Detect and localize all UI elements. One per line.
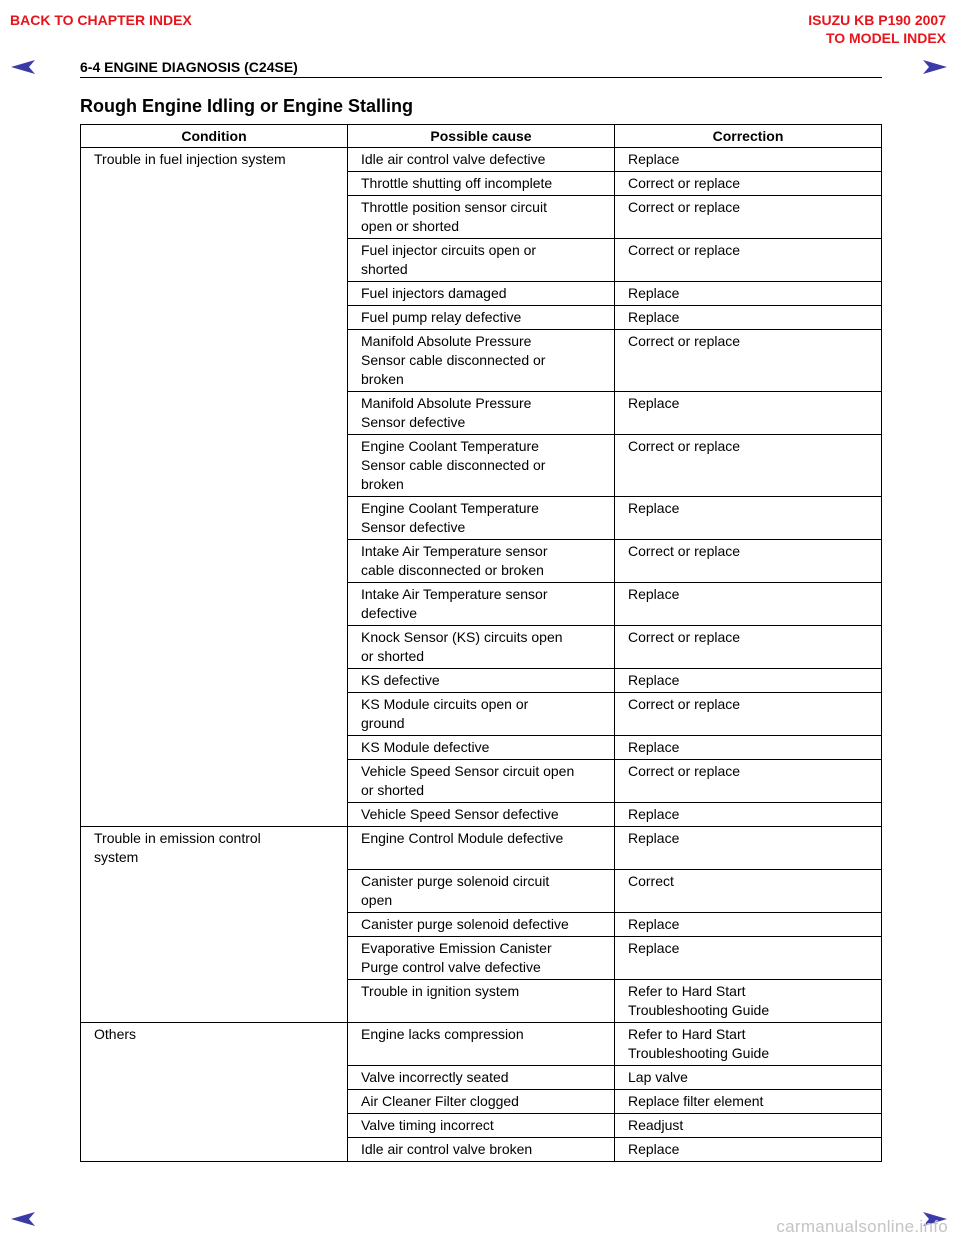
correction-cell: Correct: [615, 870, 882, 913]
correction-cell: Correct or replace: [615, 196, 882, 239]
possible-cause-cell: Evaporative Emission Canister Purge control valve defective: [348, 937, 615, 980]
next-page-arrow-icon[interactable]: [922, 59, 948, 75]
condition-cell: Trouble in emission control system: [81, 827, 348, 1023]
possible-cause-cell: Idle air control valve broken: [348, 1138, 615, 1162]
possible-cause-cell: Fuel injectors damaged: [348, 282, 615, 306]
correction-cell: Replace: [615, 583, 882, 626]
possible-cause-cell: Manifold Absolute Pressure Sensor defective: [348, 392, 615, 435]
possible-cause-cell: Knock Sensor (KS) circuits open or shorted: [348, 626, 615, 669]
possible-cause-cell: Throttle position sensor circuit open or shorted: [348, 196, 615, 239]
correction-cell: Replace filter element: [615, 1090, 882, 1114]
correction-cell: Readjust: [615, 1114, 882, 1138]
diagnosis-table: [80, 124, 882, 1162]
possible-cause-cell: Manifold Absolute Pressure Sensor cable disconnected or broken: [348, 330, 615, 392]
correction-cell: Refer to Hard Start Troubleshooting Guide: [615, 1023, 882, 1066]
header-divider: [80, 77, 882, 78]
column-header-possible-cause: Possible cause: [348, 125, 615, 148]
prev-page-arrow-icon[interactable]: [10, 59, 36, 75]
possible-cause-cell: Canister purge solenoid circuit open: [348, 870, 615, 913]
correction-cell: Correct or replace: [615, 540, 882, 583]
correction-cell: Replace: [615, 497, 882, 540]
possible-cause-cell: Fuel pump relay defective: [348, 306, 615, 330]
possible-cause-cell: Throttle shutting off incomplete: [348, 172, 615, 196]
condition-cell: Trouble in fuel injection system: [81, 148, 348, 827]
possible-cause-cell: Intake Air Temperature sensor cable disconnected or broken: [348, 540, 615, 583]
correction-cell: Replace: [615, 282, 882, 306]
table-header-row: [81, 125, 882, 148]
page-header-title: 6-4 ENGINE DIAGNOSIS (C24SE): [80, 59, 298, 75]
possible-cause-cell: Engine Coolant Temperature Sensor cable disconnected or broken: [348, 435, 615, 497]
correction-cell: Replace: [615, 669, 882, 693]
possible-cause-cell: KS defective: [348, 669, 615, 693]
possible-cause-cell: Vehicle Speed Sensor circuit open or shorted: [348, 760, 615, 803]
correction-cell: Replace: [615, 148, 882, 172]
correction-cell: Replace: [615, 736, 882, 760]
possible-cause-cell: Engine lacks compression: [348, 1023, 615, 1066]
prev-page-arrow-icon-bottom[interactable]: [10, 1211, 36, 1227]
correction-cell: Replace: [615, 306, 882, 330]
possible-cause-cell: Vehicle Speed Sensor defective: [348, 803, 615, 827]
correction-cell: Correct or replace: [615, 330, 882, 392]
watermark-text: carmanualsonline.info: [776, 1217, 948, 1236]
table-row: [81, 1023, 882, 1066]
column-header-condition: Condition: [81, 125, 348, 148]
correction-cell: Correct or replace: [615, 760, 882, 803]
possible-cause-cell: Valve timing incorrect: [348, 1114, 615, 1138]
correction-cell: Replace: [615, 803, 882, 827]
to-model-index-link[interactable]: TO MODEL INDEX: [825, 30, 946, 46]
possible-cause-cell: Air Cleaner Filter clogged: [348, 1090, 615, 1114]
table-row: [81, 148, 882, 172]
correction-cell: Replace: [615, 913, 882, 937]
correction-cell: Correct or replace: [615, 435, 882, 497]
possible-cause-cell: Fuel injector circuits open or shorted: [348, 239, 615, 282]
possible-cause-cell: Engine Control Module defective: [348, 827, 615, 870]
possible-cause-cell: KS Module circuits open or ground: [348, 693, 615, 736]
back-to-chapter-index-link[interactable]: BACK TO CHAPTER INDEX: [10, 12, 192, 28]
correction-cell: Correct or replace: [615, 239, 882, 282]
table-body: [81, 148, 882, 1162]
condition-cell: Others: [81, 1023, 348, 1162]
column-header-correction: Correction: [615, 125, 882, 148]
correction-cell: Lap valve: [615, 1066, 882, 1090]
correction-cell: Replace: [615, 392, 882, 435]
correction-cell: Replace: [615, 827, 882, 870]
correction-cell: Correct or replace: [615, 626, 882, 669]
section-title: Rough Engine Idling or Engine Stalling: [80, 96, 413, 116]
possible-cause-cell: Idle air control valve defective: [348, 148, 615, 172]
correction-cell: Correct or replace: [615, 172, 882, 196]
possible-cause-cell: Valve incorrectly seated: [348, 1066, 615, 1090]
possible-cause-cell: KS Module defective: [348, 736, 615, 760]
table-row: [81, 827, 882, 870]
possible-cause-cell: Intake Air Temperature sensor defective: [348, 583, 615, 626]
correction-cell: Correct or replace: [615, 693, 882, 736]
possible-cause-cell: Canister purge solenoid defective: [348, 913, 615, 937]
correction-cell: Replace: [615, 937, 882, 980]
correction-cell: Replace: [615, 1138, 882, 1162]
possible-cause-cell: Engine Coolant Temperature Sensor defective: [348, 497, 615, 540]
possible-cause-cell: Trouble in ignition system: [348, 980, 615, 1023]
model-title-link[interactable]: ISUZU KB P190 2007: [808, 12, 946, 28]
correction-cell: Refer to Hard Start Troubleshooting Guide: [615, 980, 882, 1023]
